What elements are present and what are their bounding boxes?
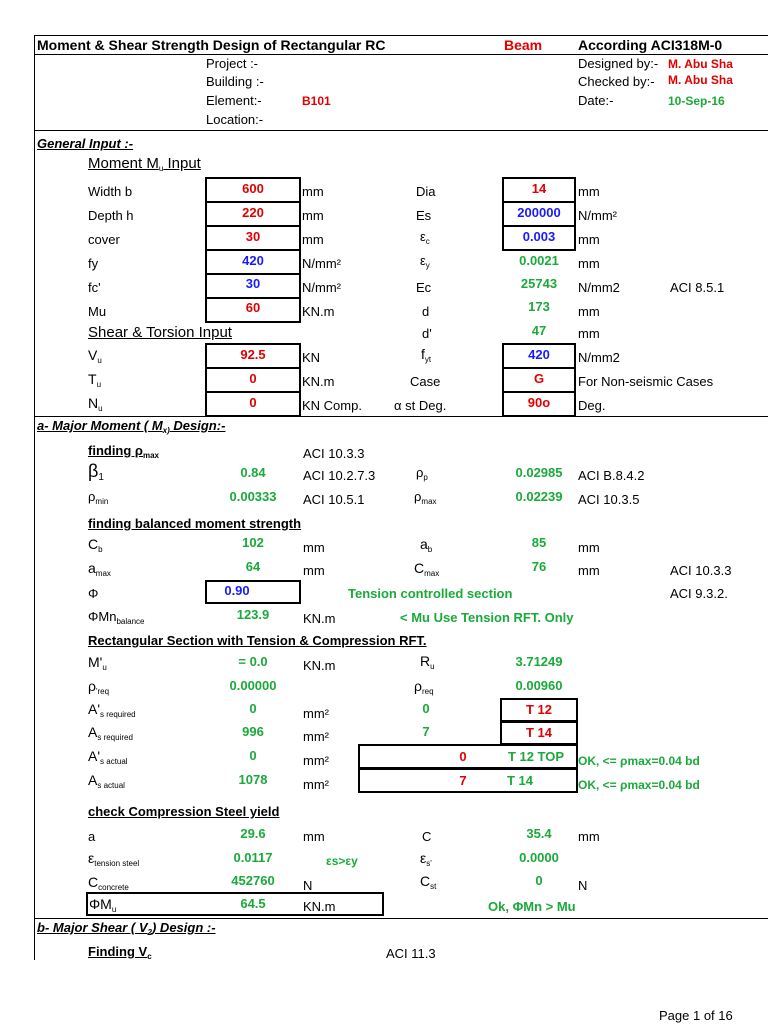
epsilon-c-value[interactable]: 0.003 — [522, 229, 556, 244]
project-label: Project :- — [206, 56, 259, 71]
major-moment-title: a- Major Moment ( $M_{x)}$ Design:- — [37, 418, 226, 435]
epsilon-c-unit: mm — [578, 232, 600, 247]
alpha-label: α st Deg. — [394, 398, 447, 413]
designed-by-value: M. Abu Sha — [668, 57, 733, 71]
a-max-label: $a_{max}$ — [88, 560, 111, 578]
d-prime-unit: mm — [578, 326, 600, 341]
fyt-unit: N/mm2 — [578, 350, 620, 365]
as-actual-bar: T 14 — [506, 773, 533, 788]
ab-value: 85 — [531, 535, 547, 550]
rho-max-reference: ACI 10.3.5 — [578, 492, 640, 507]
checked-by-label: Checked by:- — [578, 74, 655, 89]
rho-p-value: 0.02985 — [515, 465, 563, 480]
ab-label: $a_b$ — [420, 536, 433, 554]
phimu-value: 64.5 — [240, 896, 266, 911]
depth-value[interactable]: 220 — [242, 205, 264, 220]
building-label: Building :- — [206, 74, 264, 89]
rho-req-label: $\rho_{req}$ — [414, 678, 434, 696]
rectangular-section-heading: Rectangular Section with Tension & Compression RFT. — [88, 633, 427, 648]
epsilon-tension-steel-label: $\varepsilon_{tension steel}$ — [88, 850, 140, 868]
as-required-label: $A_{s required}$ — [88, 724, 133, 742]
ru-value: 3.71249 — [515, 654, 563, 669]
beam-label: Beam — [504, 37, 543, 53]
beta1-label: $\beta_1$ — [88, 461, 104, 483]
nu-unit: KN Comp. — [302, 398, 362, 413]
d-label: d — [422, 304, 430, 319]
rho-min-label: $\rho_{min}$ — [88, 489, 109, 506]
as-prime-actual-label: $A'_{s actual}$ — [88, 748, 128, 766]
c-concrete-unit: N — [303, 878, 313, 893]
as-prime-required-bar[interactable]: T 12 — [525, 702, 552, 717]
rho-req-value: 0.00960 — [515, 678, 563, 693]
as-prime-required-unit: mm² — [303, 706, 329, 721]
mu-label: Mu — [88, 304, 107, 319]
es-label: Es — [416, 208, 432, 223]
depth-label: Depth h — [88, 208, 134, 223]
date-label: Date:- — [578, 93, 614, 108]
fyt-label: $f_{yt}$ — [421, 346, 432, 364]
cb-value: 102 — [242, 535, 264, 550]
element-label: Element:- — [206, 93, 262, 108]
location-label: Location:- — [206, 112, 264, 127]
as-prime-actual-bar: T 12 TOP — [507, 749, 565, 764]
d-prime-label: d' — [422, 326, 432, 341]
m-prime-u-value: = 0.0 — [238, 654, 268, 669]
as-actual-unit: mm² — [303, 777, 329, 792]
epsilon-tension-steel-value: 0.0117 — [233, 850, 273, 865]
epsilon-y-value: 0.0021 — [519, 253, 559, 268]
epsilon-y-label: $\varepsilon_y$ — [420, 253, 430, 270]
d-unit: mm — [578, 304, 600, 319]
designed-by-label: Designed by:- — [578, 56, 659, 71]
as-required-unit: mm² — [303, 729, 329, 744]
dia-value[interactable]: 14 — [531, 181, 547, 196]
rho-prime-req-value: 0.00000 — [229, 678, 277, 693]
width-value[interactable]: 600 — [242, 181, 264, 196]
rho-min-value: 0.00333 — [229, 489, 277, 504]
alpha-unit: Deg. — [578, 398, 606, 413]
as-prime-actual-unit: mm² — [303, 753, 329, 768]
phi-value[interactable]: 0.90 — [224, 583, 250, 598]
phimn-balance-value: 123.9 — [236, 607, 270, 622]
fy-value[interactable]: 420 — [242, 253, 264, 268]
es-unit: N/mm² — [578, 208, 617, 223]
as-required-value: 996 — [242, 724, 264, 739]
m-prime-u-label: $M'_u$ — [88, 654, 107, 672]
c-max-label: $C_{max}$ — [414, 560, 440, 578]
rho-min-reference: ACI 10.5.1 — [303, 492, 365, 507]
fy-unit: N/mm² — [302, 256, 341, 271]
beta1-reference: ACI 10.2.7.3 — [303, 468, 376, 483]
phimn-balance-unit: KN.m — [303, 611, 336, 626]
ru-label: $R_u$ — [420, 653, 435, 671]
width-unit: mm — [302, 184, 324, 199]
moment-input-heading: Moment $M_u$ Input — [88, 155, 201, 173]
element-value: B101 — [302, 94, 331, 108]
cover-value[interactable]: 30 — [245, 229, 261, 244]
checked-by-value: M. Abu Sha — [668, 73, 733, 87]
tu-unit: KN.m — [302, 374, 335, 389]
ec-reference: ACI 8.5.1 — [670, 280, 725, 295]
d-prime-value: 47 — [531, 323, 547, 338]
as-prime-required-count: 0 — [422, 701, 430, 716]
epsilon-s-prime-label: $\varepsilon_{s'}$ — [420, 850, 432, 868]
phimu-unit: KN.m — [303, 899, 336, 914]
c-max-value: 76 — [531, 559, 547, 574]
nu-value[interactable]: 0 — [249, 395, 257, 410]
phimn-balance-label: ΦMn$_{balance}$ — [88, 609, 145, 626]
vu-label: $V_u$ — [88, 347, 102, 365]
a-value: 29.6 — [240, 826, 266, 841]
cover-unit: mm — [302, 232, 324, 247]
d-value: 173 — [528, 299, 550, 314]
m-prime-u-unit: KN.m — [303, 658, 336, 673]
shear-input-heading: Shear & Torsion Input — [88, 324, 232, 341]
rho-max-label: $\rho_{max}$ — [414, 489, 437, 506]
nu-label: $N_u$ — [88, 395, 103, 413]
finding-vc-reference: ACI 11.3 — [386, 946, 436, 961]
phi-note: Tension controlled section — [348, 586, 513, 601]
fc-value[interactable]: 30 — [245, 276, 261, 291]
cb-label: $C_b$ — [88, 536, 103, 554]
rho-prime-req-label: $\rho_{'req}$ — [88, 678, 110, 696]
as-actual-count: 7 — [459, 773, 467, 788]
c-concrete-label: $C_{concrete}$ — [88, 874, 129, 892]
cover-label: cover — [88, 232, 120, 247]
a-max-value: 64 — [245, 559, 261, 574]
dia-label: Dia — [416, 184, 436, 199]
c-value: 35.4 — [526, 826, 552, 841]
c-label: C — [422, 829, 432, 844]
as-actual-note: OK, <= ρmax=0.04 bd — [578, 778, 700, 792]
fc-label: fc' — [88, 280, 101, 295]
ec-unit: N/mm2 — [578, 280, 620, 295]
c-st-label: $C_{st}$ — [420, 873, 437, 891]
c-max-reference: ACI 10.3.3 — [670, 563, 732, 578]
as-actual-label: $A_{s actual}$ — [88, 772, 125, 790]
general-input-title: General Input :- — [37, 136, 134, 151]
phimn-balance-note: < Mu Use Tension RFT. Only — [400, 610, 574, 625]
as-required-count: 7 — [422, 724, 430, 739]
epsilon-c-label: $\varepsilon_c$ — [420, 229, 430, 246]
as-actual-value: 1078 — [238, 772, 268, 787]
phi-label: Φ — [88, 586, 99, 601]
sheet-title: Moment & Shear Strength Design of Rectangular RC — [37, 37, 386, 53]
a-max-unit: mm — [303, 563, 325, 578]
c-concrete-value: 452760 — [231, 873, 275, 888]
fy-label: fy — [88, 256, 99, 271]
c-unit: mm — [578, 829, 600, 844]
phi-reference: ACI 9.3.2. — [670, 586, 728, 601]
depth-unit: mm — [302, 208, 324, 223]
finding-vc-heading: Finding $V_c$ — [88, 944, 152, 961]
c-st-value: 0 — [535, 873, 543, 888]
epsilon-tension-steel-note: εs>εy — [326, 854, 358, 868]
rho-max-value: 0.02239 — [515, 489, 563, 504]
as-prime-actual-count: 0 — [459, 749, 467, 764]
fc-unit: N/mm² — [302, 280, 341, 295]
finding-rho-reference: ACI 10.3.3 — [303, 446, 365, 461]
c-max-unit: mm — [578, 563, 600, 578]
dia-unit: mm — [578, 184, 600, 199]
fyt-value[interactable]: 420 — [528, 347, 550, 362]
balanced-moment-heading: finding balanced moment strength — [88, 516, 302, 531]
as-prime-actual-value: 0 — [249, 748, 257, 763]
width-label: Width b — [88, 184, 133, 199]
as-prime-actual-note: OK, <= ρmax=0.04 bd — [578, 754, 700, 768]
ab-unit: mm — [578, 540, 600, 555]
phimu-note: Ok, ΦMn > Mu — [488, 899, 576, 914]
tu-value[interactable]: 0 — [249, 371, 257, 386]
epsilon-y-unit: mm — [578, 256, 600, 271]
case-label: Case — [410, 374, 441, 389]
date-value: 10-Sep-16 — [668, 94, 725, 108]
a-unit: mm — [303, 829, 325, 844]
phimu-label: $\Phi M_u$ — [89, 896, 117, 914]
major-shear-title: b- Major Shear ( $V_2$) Design :- — [37, 920, 216, 937]
rho-p-label: $\rho_p$ — [416, 465, 428, 482]
vu-value[interactable]: 92.5 — [240, 347, 266, 362]
code-reference: According ACI318M-0 — [578, 37, 723, 53]
beta1-value: 0.84 — [240, 465, 266, 480]
alpha-value[interactable]: 90o — [527, 395, 551, 410]
finding-rho-heading: finding $\rho_{max}$ — [88, 443, 159, 460]
c-st-unit: N — [578, 878, 588, 893]
es-value[interactable]: 200000 — [517, 205, 561, 220]
ec-value: 25743 — [520, 276, 558, 291]
tu-label: $T_u$ — [88, 371, 102, 389]
compression-steel-heading: check Compression Steel yield — [88, 804, 280, 819]
page-number: Page 1 of 16 — [659, 1008, 733, 1023]
ec-label: Ec — [416, 280, 432, 295]
a-label: a — [88, 829, 96, 844]
rho-p-reference: ACI B.8.4.2 — [578, 468, 645, 483]
as-prime-required-label: $A'_{s required}$ — [88, 701, 136, 719]
as-required-bar[interactable]: T 14 — [525, 725, 552, 740]
case-value[interactable]: G — [533, 371, 545, 386]
as-prime-required-value: 0 — [249, 701, 257, 716]
cb-unit: mm — [303, 540, 325, 555]
case-note: For Non-seismic Cases — [578, 374, 714, 389]
epsilon-s-prime-value: 0.0000 — [519, 850, 559, 865]
mu-unit: KN.m — [302, 304, 335, 319]
mu-value[interactable]: 60 — [245, 300, 261, 315]
vu-unit: KN — [302, 350, 321, 365]
